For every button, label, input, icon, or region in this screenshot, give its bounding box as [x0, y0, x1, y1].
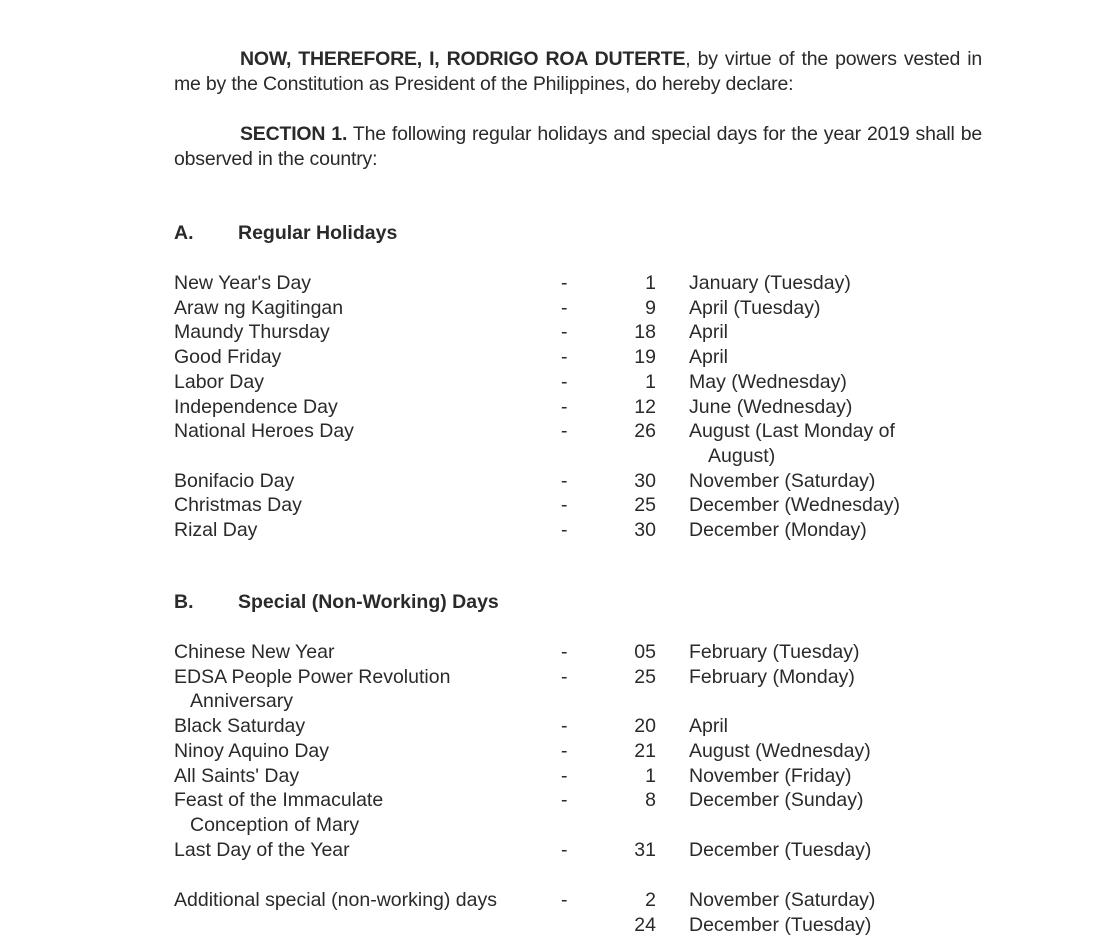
dash-separator: -: [561, 838, 568, 861]
special-day-month: February (Monday): [689, 665, 855, 688]
special-day-month: August (Wednesday): [689, 739, 871, 762]
dash-separator: -: [561, 370, 568, 393]
special-day-day: 20: [634, 715, 656, 738]
additional-day-day: 2: [645, 889, 656, 912]
section-letter: B.: [174, 591, 194, 613]
holiday-month: January (Tuesday): [689, 272, 851, 294]
holiday-row: [0, 370, 1120, 395]
holiday-day: 9: [645, 296, 656, 319]
holiday-month-continuation: August): [708, 444, 776, 467]
dash-separator: -: [561, 469, 568, 492]
dash-separator: -: [561, 494, 568, 517]
holiday-name: Independence Day: [174, 395, 338, 418]
special-day-name-continuation: Anniversary: [190, 690, 293, 713]
dash-separator: -: [561, 641, 568, 663]
dash-separator: -: [561, 715, 568, 738]
holiday-month: June (Wednesday): [689, 395, 853, 418]
holiday-day: 25: [634, 494, 656, 517]
special-day-row-continuation: [0, 813, 1120, 838]
holiday-day: 26: [634, 420, 656, 443]
special-day-day: 1: [645, 764, 656, 787]
holiday-name: Labor Day: [174, 370, 264, 393]
special-day-row: [0, 714, 1120, 739]
preamble-text: , by virtue of the powers vested in me by the Constitution as President of the Philippines, do hereby declare:: [174, 48, 982, 95]
preamble-bold-lead: NOW, THEREFORE, I, RODRIGO ROA DUTERTE: [240, 48, 686, 70]
section-letter: A.: [174, 222, 194, 244]
special-day-day: 8: [645, 789, 656, 812]
special-day-row: [0, 788, 1120, 813]
special-day-day: 21: [634, 739, 656, 762]
holiday-name: Bonifacio Day: [174, 469, 295, 492]
special-day-month: April: [689, 715, 729, 738]
dash-separator: -: [561, 296, 568, 319]
section-title: Special (Non-Working) Days: [238, 591, 499, 613]
holiday-day: 1: [645, 370, 656, 393]
special-day-month: December (Sunday): [689, 789, 864, 812]
dash-separator: -: [561, 519, 568, 541]
special-day-day: 25: [634, 665, 656, 688]
special-day-day: 31: [634, 838, 656, 861]
special-day-row-continuation: [0, 689, 1120, 714]
additional-day-row: [0, 888, 1120, 913]
holiday-month: April: [689, 346, 729, 369]
section-title: Regular Holidays: [238, 222, 398, 244]
special-day-name: Last Day of the Year: [174, 838, 350, 861]
holiday-month: December (Wednesday): [689, 494, 900, 517]
dash-separator: -: [561, 889, 568, 912]
special-day-day: 05: [634, 641, 656, 663]
holiday-name: Maundy Thursday: [174, 321, 330, 344]
holiday-month: April (Tuesday): [689, 296, 821, 319]
section1-bold-lead: SECTION 1.: [240, 123, 348, 145]
holiday-row: [0, 469, 1120, 494]
additional-day-month: November (Saturday): [689, 889, 876, 912]
holiday-row: [0, 345, 1120, 370]
special-day-name: Black Saturday: [174, 715, 306, 738]
dash-separator: -: [561, 764, 568, 787]
holiday-name: Araw ng Kagitingan: [174, 296, 344, 319]
dash-separator: -: [561, 321, 568, 344]
special-day-name: EDSA People Power Revolution: [174, 665, 451, 688]
dash-separator: -: [561, 346, 568, 369]
holiday-month: August (Last Monday of: [689, 420, 895, 443]
dash-separator: -: [561, 395, 568, 418]
dash-separator: -: [561, 789, 568, 812]
holiday-name: Christmas Day: [174, 494, 302, 517]
special-day-name: All Saints' Day: [174, 764, 300, 787]
special-days-heading: [174, 591, 499, 614]
dash-separator: -: [561, 420, 568, 443]
special-day-name: Chinese New Year: [174, 641, 335, 663]
preamble-paragraph: [174, 47, 982, 97]
holiday-name: New Year's Day: [174, 272, 312, 294]
special-day-name: Ninoy Aquino Day: [174, 739, 330, 762]
holiday-row: [0, 271, 1120, 296]
special-day-name-continuation: Conception of Mary: [190, 813, 360, 836]
holiday-row: [0, 419, 1120, 444]
additional-day-month: December (Tuesday): [689, 914, 872, 936]
special-day-row: [0, 665, 1120, 690]
special-day-row: [0, 838, 1120, 863]
holiday-day: 1: [645, 272, 656, 294]
holiday-day: 12: [634, 395, 656, 418]
dash-separator: -: [561, 665, 568, 688]
additional-days-label: Additional special (non-working) days: [174, 889, 497, 912]
special-day-month: November (Friday): [689, 764, 852, 787]
holiday-name: Good Friday: [174, 346, 282, 369]
additional-day-row: [0, 913, 1120, 938]
holiday-name: National Heroes Day: [174, 420, 354, 443]
holiday-day: 18: [634, 321, 656, 344]
regular-holidays-heading: [174, 222, 397, 245]
special-day-row: [0, 640, 1120, 665]
holiday-day: 30: [634, 469, 656, 492]
dash-separator: -: [561, 272, 568, 294]
holiday-name: Rizal Day: [174, 519, 258, 541]
section1-paragraph: [174, 122, 982, 172]
dash-separator: -: [561, 739, 568, 762]
holiday-row-continuation: [0, 444, 1120, 469]
special-day-row: [0, 764, 1120, 789]
section1-text: The following regular holidays and special days for the year 2019 shall be observed in the country:: [174, 123, 982, 170]
holiday-row: [0, 296, 1120, 321]
holiday-row: [0, 518, 1120, 543]
holiday-month: November (Saturday): [689, 469, 876, 492]
additional-day-day: 24: [634, 914, 656, 936]
holiday-day: 19: [634, 346, 656, 369]
holiday-month: May (Wednesday): [689, 370, 847, 393]
holiday-month: April: [689, 321, 729, 344]
holiday-row: [0, 493, 1120, 518]
special-day-row: [0, 739, 1120, 764]
special-day-name: Feast of the Immaculate: [174, 789, 384, 812]
holiday-row: [0, 320, 1120, 345]
special-day-month: February (Tuesday): [689, 641, 860, 663]
holiday-day: 30: [634, 519, 656, 541]
special-day-month: December (Tuesday): [689, 838, 872, 861]
holiday-row: [0, 395, 1120, 420]
holiday-month: December (Monday): [689, 519, 867, 541]
